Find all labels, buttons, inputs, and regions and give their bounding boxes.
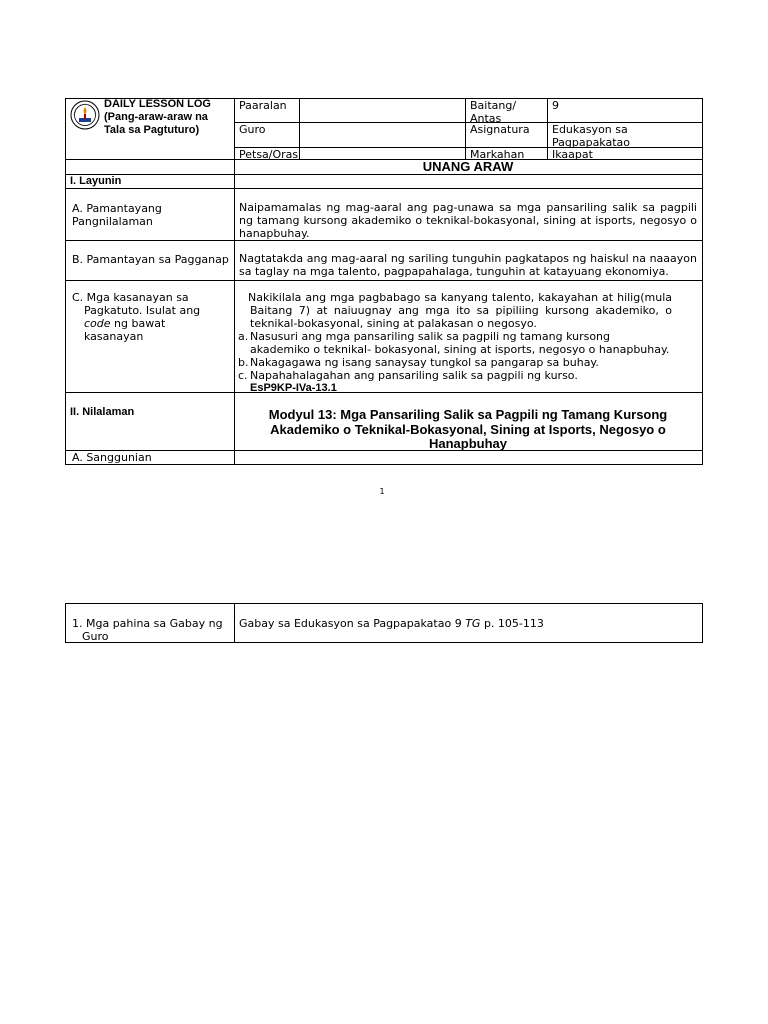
page-number: 1: [379, 487, 385, 496]
kasanayan-item-text: Nasusuri ang mga pansariling salik sa pagpili ng tamang kursong akademiko o teknikal- bokasyonal, sining at isports, negosyo o hanapbuhay.: [250, 330, 670, 356]
kasanayan-content: [238, 291, 672, 394]
sanggunian-label: A. Sanggunian: [72, 451, 152, 464]
pamantayang-pangnilalaman-text: Naipamamalas ng mag-aaral ang pag-unawa sa mga pansariling salik sa pagpili ng tamang kursong akademiko o teknikal-bokasyonal, sining at isports, negosyo o hanapbuhay.: [239, 201, 697, 240]
kasanayan-intro: Nakikilala ang mga pagbabago sa kanyang talento, kakayahan at hilig(mula Baitang 7) at naiuugnay ang mga ito sa pipiliing kursong akademiko, o teknikal-bokasyonal, sining at palakasan o negosyo.: [248, 291, 672, 330]
date-label: Petsa/Oras: [239, 148, 299, 161]
kasanayan-item-marker: b.: [238, 356, 249, 369]
quarter-value: Ikaapat: [552, 148, 593, 161]
gabay-guro-label: 1. Mga pahina sa Gabay ng Guro: [72, 617, 223, 643]
grade-label: Baitang/ Antas: [470, 99, 517, 125]
kasanayan-label-line2: Pagkatuto. Isulat ang: [84, 304, 201, 317]
nilalaman-label: II. Nilalaman: [70, 406, 135, 418]
kasanayan-item-marker: c.: [238, 369, 248, 382]
kasanayan-code-word: code: [84, 317, 111, 330]
subject-label: Asignatura: [470, 123, 530, 136]
quarter-label: Markahan: [470, 148, 525, 161]
kasanayan-label-line4: kasanayan: [84, 330, 144, 343]
subject-value: Edukasyon sa Pagpapakatao: [552, 123, 631, 149]
kasanayan-code: EsP9KP-IVa-13.1: [250, 382, 337, 394]
school-label: Paaralan: [239, 99, 287, 112]
log-title-sub: (Pang-araw-araw na Tala sa Pagtuturo): [104, 111, 208, 136]
day-heading: UNANG ARAW: [422, 159, 514, 174]
grade-value: 9: [552, 99, 559, 112]
gabay-guro-text-em: TG: [465, 617, 481, 630]
kasanayan-item-text: Nakagagawa ng isang sanaysay tungkol sa pangarap sa buhay.: [250, 356, 599, 369]
gabay-guro-text-pre: Gabay sa Edukasyon sa Pagpapakatao 9: [239, 617, 466, 630]
kasanayan-label-line3-rest: ng bawat: [110, 317, 166, 330]
kasanayan-item-text: Napahahalagahan ang pansariling salik sa pagpili ng kurso.: [250, 369, 578, 382]
log-title: [104, 98, 232, 137]
gabay-guro-text-post: p. 105-113: [480, 617, 544, 630]
kasanayan-item: [238, 356, 672, 369]
kasanayan-item: [238, 369, 672, 382]
layunin-label: I. Layunin: [70, 175, 122, 187]
kasanayan-list: [238, 330, 672, 382]
teacher-label: Guro: [239, 123, 266, 136]
kasanayan-label: [72, 291, 232, 343]
pamantayang-pangnilalaman-label: A. Pamantayang Pangnilalaman: [72, 202, 162, 228]
kasanayan-label-line3: [72, 317, 232, 330]
module-title: Modyul 13: Mga Pansariling Salik sa Pagpili ng Tamang Kursong Akademiko o Teknikal-Bokasyonal, Sining at Isports, Negosyo o Hanapbuhay: [268, 407, 668, 451]
log-title-main: DAILY LESSON LOG: [104, 98, 211, 110]
pamantayan-pagganap-text: Nagtatakda ang mag-aaral ng sariling tunguhin pagkatapos ng haiskul na naaayon sa taglay na mga talento, pagpapahalaga, tunguhin at katayuang ekonomiya.: [239, 252, 697, 278]
deped-seal-icon: [70, 100, 100, 130]
kasanayan-label-line1: C. Mga kasanayan sa: [72, 291, 189, 304]
gabay-guro-text: [239, 617, 697, 630]
kasanayan-item: [238, 330, 672, 356]
pamantayan-pagganap-label: B. Pamantayan sa Pagganap: [72, 253, 229, 266]
kasanayan-item-marker: a.: [238, 330, 249, 343]
